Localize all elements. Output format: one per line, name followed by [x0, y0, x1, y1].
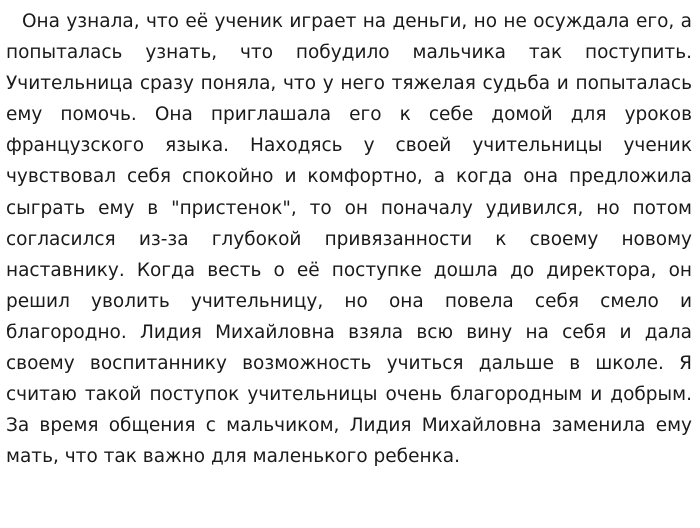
essay-paragraph: Она узнала, что её ученик играет на деньги, но не осуждала его, а попыталась узнать, что побудило мальчика так поступить. Учительница сразу поняла, что у него тяжелая судьба и попыталась ему помочь. Она приглашала его к себе домой для уроков французского языка. Находясь у своей учительницы ученик чувствовал себя спокойно и комфортно, а когда она предложила сыграть ему в "пристенок", то он поначалу удивился, но потом согласился из-за глубокой привязанности к своему новому наставнику. Когда весть о её поступке дошла до директора, он решил уволить учительницу, но она повела себя смело и благородно. Лидия Михайловна взяла всю вину на себя и дала своему воспитаннику возможность учиться дальше в школе. Я считаю такой поступок учительницы очень благородным и добрым. За время общения с мальчиком, Лидия Михайловна заменила ему мать, что так важно для маленького ребенка.: [6, 11, 692, 468]
document-page: [6, 6, 692, 472]
